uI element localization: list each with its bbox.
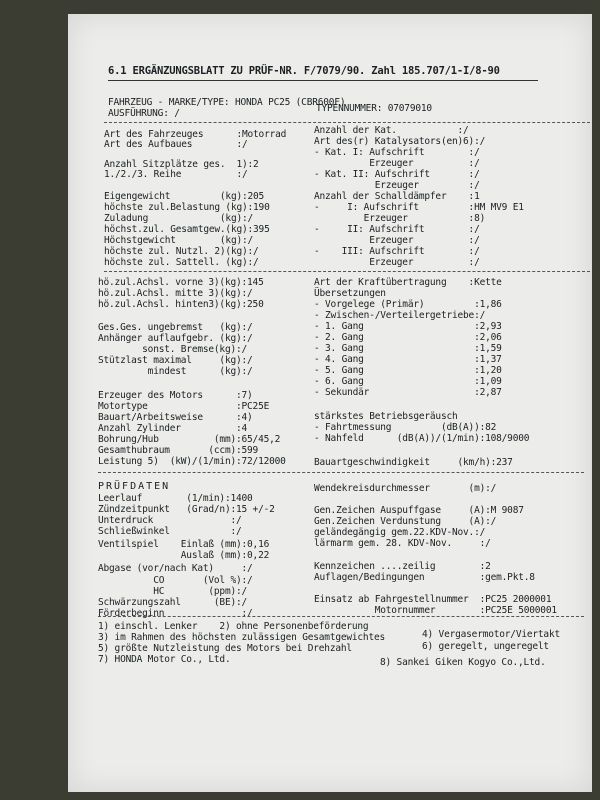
field-line: - 3. Gang :1,59 [314,343,502,354]
document-page [68,14,592,792]
separator [98,616,584,617]
field-line: Höchstgewicht (kg):/ [104,235,254,246]
footnote-4: 4) Vergasermotor/Viertakt [422,629,560,640]
field-line: Bohrung/Hub (mm):65/45,2 [98,434,281,445]
field-line: - 4. Gang :1,37 [314,354,502,365]
field-line: hö.zul.Achsl. mitte 3)(kg):/ [98,288,253,299]
field-line: Bauartgeschwindigkeit (km/h):237 [314,457,513,468]
field-line: - 2. Gang :2,06 [314,332,502,343]
field-line: Schließwinkel :/ [98,526,242,537]
field-line: geländegängig gem.22.KDV-Nov.:/ [314,527,486,538]
field-line: - I: Aufschrift :HM MV9 E1 [314,202,524,213]
field-line: Leerlauf (1/min):1400 [98,493,253,504]
footnote-3: 3) im Rahmen des höchsten zulässigen Gesamtgewichtes [98,632,386,643]
field-line: höchste zul. Nutzl. 2)(kg):/ [104,246,259,257]
field-line: 1./2./3. Reihe :/ [104,169,248,180]
field-line: Schwärzungszahl (BE):/ [98,597,248,608]
field-line: - 1. Gang :2,93 [314,321,502,332]
field-line: Motornummer :PC25E 5000001 [314,605,557,616]
vehicle-make-type: FAHRZEUG - MARKE/TYPE: HONDA PC25 (CBR600F) [108,97,346,108]
field-line: Erzeuger :/ [314,158,480,169]
field-line: mindest (kg):/ [98,366,253,377]
field-line: Gen.Zeichen Verdunstung (A):/ [314,516,497,527]
field-line: Ges.Ges. ungebremst (kg):/ [98,322,253,333]
field-line: Unterdruck :/ [98,515,242,526]
ausfuehrung: AUSFÜHRUNG: / [108,108,180,119]
field-line: Förderbeginn :/ [98,608,253,619]
field-line: - Kat. I: Aufschrift :/ [314,147,480,158]
field-line: - Sekundär :2,87 [314,387,502,398]
field-line: höchste zul.Belastung (kg):190 [104,202,270,213]
field-line: Bauart/Arbeitsweise :4) [98,412,253,423]
field-line: höchste zul. Sattell. (kg):/ [104,257,259,268]
field-line: - III: Aufschrift :/ [314,246,480,257]
separator [104,122,590,123]
field-line: Auslaß (mm):0,22 [98,550,270,561]
field-line: Zündzeitpunkt (Grad/n):15 +/-2 [98,504,275,515]
field-line: sonst. Bremse(kg):/ [98,344,248,355]
field-line: - II: Aufschrift :/ [314,224,480,235]
footnote-1-2: 1) einschl. Lenker 2) ohne Personenbeförderung [98,621,369,632]
separator [104,271,590,272]
separator [98,472,584,473]
field-line: Abgase (vor/nach Kat) :/ [98,563,253,574]
footnote-8: 8) Sankei Giken Kogyo Co.,Ltd. [380,657,546,668]
field-line: HC (ppm):/ [98,586,248,597]
field-line: Ventilspiel Einlaß (mm):0,16 [98,539,270,550]
field-line: Eigengewicht (kg):205 [104,191,265,202]
field-line: lärmarm gem. 28. KDV-Nov. :/ [314,538,491,549]
field-line: Anzahl der Schalldämpfer :1 [314,191,480,202]
field-line: Kennzeichen ....zeilig :2 [314,561,491,572]
field-line: Art des(r) Katalysators(en)6):/ [314,136,486,147]
field-line: Erzeuger :/ [314,257,480,268]
field-line: - Zwischen-/Verteilergetriebe:/ [314,310,486,321]
field-line: hö.zul.Achsl. hinten3)(kg):250 [98,299,264,310]
title-underline [108,80,538,81]
typennummer: TYPENNUMMER: 07079010 [316,103,432,114]
field-line: Zuladung (kg):/ [104,213,254,224]
field-line: - 5. Gang :1,20 [314,365,502,376]
footnote-6: 6) geregelt, ungeregelt [422,641,549,652]
field-line: - Vorgelege (Primär) :1,86 [314,299,502,310]
field-line: Art des Aufbaues :/ [104,139,248,150]
field-line: Anzahl Zylinder :4 [98,423,248,434]
field-line: Anzahl Sitzplätze ges. 1):2 [104,159,259,170]
field-line: Anzahl der Kat. :/ [314,125,469,136]
field-line: Wendekreisdurchmesser (m):/ [314,483,497,494]
field-line: Anhänger auflaufgebr. (kg):/ [98,333,253,344]
field-line: höchst.zul. Gesamtgew.(kg):395 [104,224,270,235]
field-line: Erzeuger des Motors :7) [98,390,253,401]
field-line: stärkstes Betriebsgeräusch [314,411,458,422]
field-line: Art der Kraftübertragung :Kette [314,277,502,288]
field-line: - Kat. II: Aufschrift :/ [314,169,480,180]
document-title: 6.1 ERGÄNZUNGSBLATT ZU PRÜF-NR. F/7079/90. Zahl 185.707/1-I/8-90 [108,65,500,77]
field-line: - 6. Gang :1,09 [314,376,502,387]
field-line: hö.zul.Achsl. vorne 3)(kg):145 [98,277,264,288]
field-line: Erzeuger :8) [314,213,486,224]
footnote-5: 5) größte Nutzleistung des Motors bei Drehzahl [98,643,352,654]
field-line: Leistung 5) (kW)/(1/min):72/12000 [98,456,286,467]
pruefdaten-heading: PRÜFDATEN [98,481,171,492]
field-line: CO (Vol %):/ [98,575,253,586]
field-line: Übersetzungen [314,288,386,299]
field-line: Motortype :PC25E [98,401,270,412]
field-line: Gesamthubraum (ccm):599 [98,445,259,456]
field-line: - Nahfeld (dB(A))/(1/min):108/9000 [314,433,530,444]
field-line: Art des Fahrzeuges :Motorrad [104,129,287,140]
field-line: Erzeuger :/ [314,235,480,246]
field-line: Erzeuger :/ [314,180,480,191]
field-line: - Fahrtmessung (dB(A)):82 [314,422,497,433]
field-line: Stützlast maximal (kg):/ [98,355,253,366]
field-line: Auflagen/Bedingungen :gem.Pkt.8 [314,572,535,583]
field-line: Einsatz ab Fahrgestellnummer :PC25 2000001 [314,594,552,605]
field-line: Gen.Zeichen Auspuffgase (A):M 9087 [314,505,524,516]
footnote-7: 7) HONDA Motor Co., Ltd. [98,654,231,665]
